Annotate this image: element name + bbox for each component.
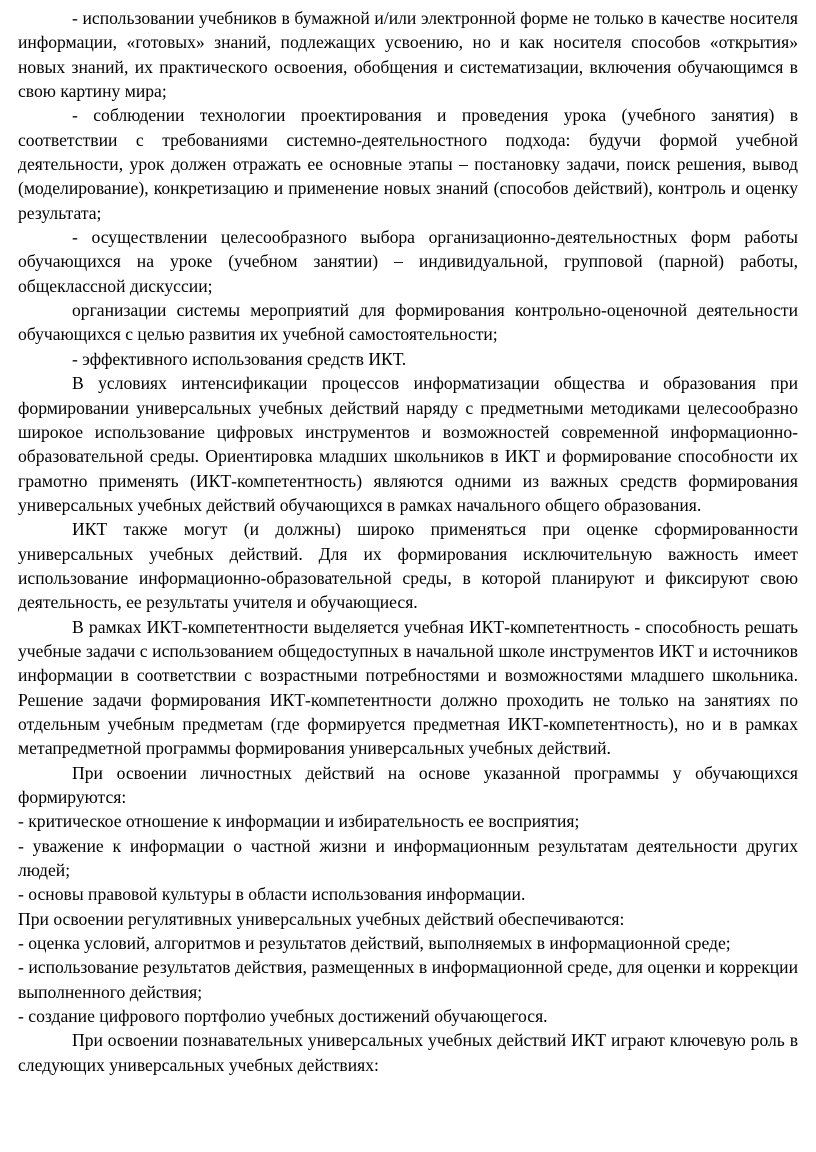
paragraph: - эффективного использования средств ИКТ.: [72, 348, 407, 369]
paragraph: - осуществлении целесообразного выбора организационно-деятельностных форм работы обучающихся на уроке (учебном занятии) – индивидуальной, групповой (парной) работы, общеклассной дискуссии;: [18, 227, 798, 296]
list-item: - основы правовой культуры в области использования информации.: [18, 884, 526, 905]
paragraph: При освоении личностных действий на основе указанной программы у обучающихся формируются:: [18, 762, 798, 807]
paragraph: В рамках ИКТ-компетентности выделяется учебная ИКТ-компетентность - способность решать учебные задачи с использованием общедоступных в начальной школе инструментов ИКТ и источников информации в соответствии с возрастными потребностями и возможностями младшего школьника. Решение задачи формирования ИКТ-компетентности должно проходить не только на занятиях по отдельным учебным предметам (где формируется предметная ИКТ-компетентность), но и в рамках метапредметной программы формирования универсальных учебных действий.: [18, 616, 798, 759]
document-body: [18, 6, 798, 1077]
paragraph: - соблюдении технологии проектирования и проведения урока (учебного занятия) в соответствии с требованиями системно-деятельностного подхода: будучи формой учебной деятельности, урок должен отражать ее основные этапы – постановку задачи, поиск решения, вывод (моделирование), конкретизацию и применение новых знаний (способов действий), контроль и оценку результата;: [18, 105, 798, 223]
paragraph: В условиях интенсификации процессов информатизации общества и образования при формировании универсальных учебных действий наряду с предметными методиками целесообразно широкое использование цифровых инструментов и возможностей современной информационно-образовательной среды. Ориентировка младших школьников в ИКТ и формирование способности их грамотно применять (ИКТ-компетентность) являются одними из важных средств формирования универсальных учебных действий обучающихся в рамках начального общего образования.: [18, 373, 798, 515]
paragraph: - использовании учебников в бумажной и/или электронной форме не только в качестве носителя информации, «готовых» знаний, подлежащих усвоению, но и как носителя способов «открытия» новых знаний, их практического освоения, обобщения и систематизации, включения обучающимся в свою картину мира;: [18, 8, 798, 102]
list-item: - уважение к информации о частной жизни и информационным результатам деятельности других людей;: [18, 835, 798, 881]
paragraph: При освоении регулятивных универсальных учебных действий обеспечиваются:: [18, 908, 625, 929]
list-item: - создание цифрового портфолио учебных достижений обучающегося.: [18, 1006, 548, 1027]
paragraph: ИКТ также могут (и должны) широко применяться при оценке сформированности универсальных учебных действий. Для их формирования исключительную важность имеет использование информационно-образовательной среды, в которой планируют и фиксируют свою деятельность, ее результаты учителя и обучающиеся.: [18, 519, 798, 613]
list-item: - оценка условий, алгоритмов и результатов действий, выполняемых в информационной среде;: [18, 933, 731, 954]
paragraph: При освоении познавательных универсальных учебных действий ИКТ играют ключевую роль в следующих универсальных учебных действиях:: [18, 1030, 798, 1075]
list-item: - критическое отношение к информации и избирательность ее восприятия;: [18, 811, 580, 832]
paragraph: организации системы мероприятий для формирования контрольно-оценочной деятельности обучающихся с целью развития их учебной самостоятельности;: [18, 300, 798, 345]
list-item: - использование результатов действия, размещенных в информационной среде, для оценки и коррекции выполненного действия;: [18, 957, 798, 1002]
